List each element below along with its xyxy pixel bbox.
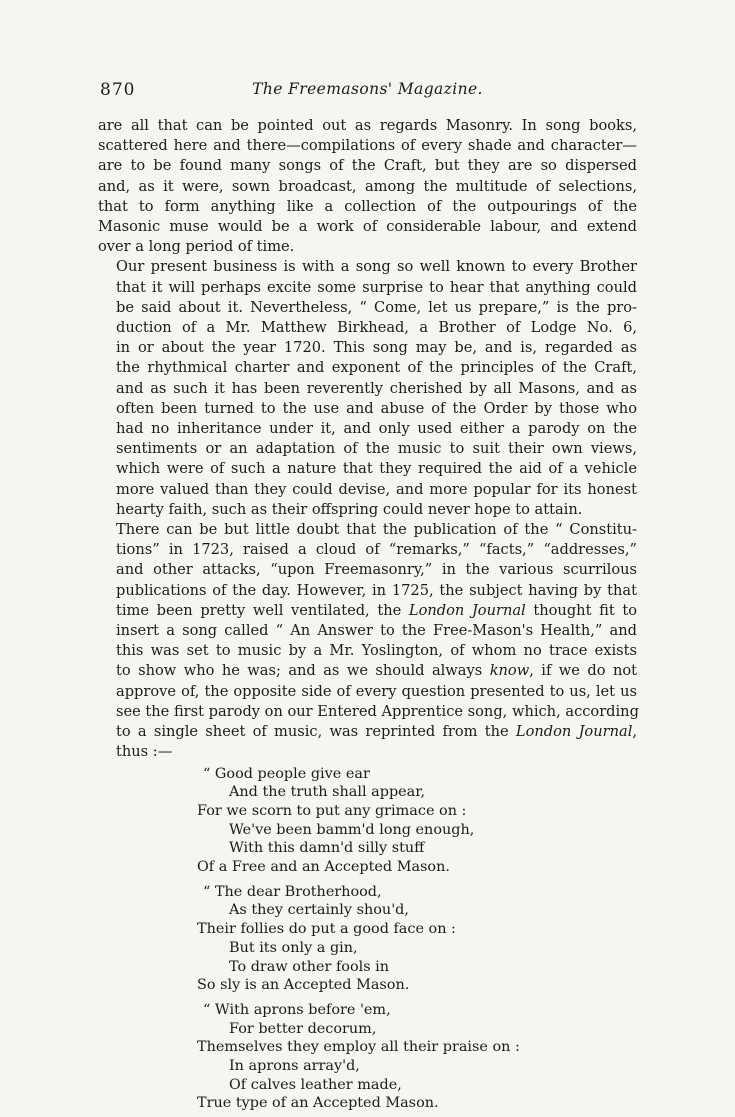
text-line: had no inheritance under it, and only used either a parody on the <box>116 420 637 438</box>
text-line: and other attacks, “upon Freemasonry,” in the various scurrilous <box>116 561 637 579</box>
verse-line: As they certainly shou'd, <box>229 902 409 919</box>
verse-line: Themselves they employ all their praise on : <box>197 1039 520 1056</box>
text-line: scattered here and there—compilations of every shade and character— <box>98 137 637 155</box>
text-line: to show who he was; and as we should always know, if we do not <box>116 662 637 680</box>
text-line: are to be found many songs of the Craft, but they are so dispersed <box>98 157 637 175</box>
verse-line: To draw other fools in <box>229 958 390 975</box>
text-line: and, as it were, sown broadcast, among the multitude of selections, <box>98 177 637 195</box>
verse-line: “ The dear Brotherhood, <box>203 883 382 900</box>
text-line: tions” in 1723, raised a cloud of “remarks,” “facts,” “addresses,” <box>116 541 637 559</box>
running-title: The Freemasons' Magazine. <box>252 80 483 98</box>
verse-line: Of calves leather made, <box>229 1076 402 1093</box>
verse-line: We've been bamm'd long enough, <box>229 821 475 838</box>
stanza-3 <box>197 1001 637 1113</box>
verse-line: In aprons array'd, <box>229 1058 360 1075</box>
text-line: this was set to music by a Mr. Yoslington, of whom no trace exists <box>116 642 637 660</box>
text-line: publications of the day. However, in 1725, the subject having by that <box>116 581 637 599</box>
text-line: are all that can be pointed out as regards Masonry. In song books, <box>98 117 637 134</box>
verse-line: Of a Free and an Accepted Mason. <box>197 859 450 876</box>
text-line: thus :— <box>116 743 173 761</box>
text-line: to a single sheet of music, was reprinted from the London Journal, <box>116 723 637 741</box>
text-line: and as such it has been reverently cherished by all Masons, and as <box>116 379 637 397</box>
verse-line: So sly is an Accepted Mason. <box>197 977 410 994</box>
text-line: duction of a Mr. Matthew Birkhead, a Brother of Lodge No. 6, <box>116 319 637 337</box>
text-line: in or about the year 1720. This song may be, and is, regarded as <box>116 339 637 357</box>
stanza-1 <box>197 765 637 877</box>
text-line: insert a song called “ An Answer to the Free-Mason's Health,” and <box>116 622 637 640</box>
text-line: approve of, the opposite side of every question presented to us, let us <box>116 682 637 700</box>
verse-line: Their follies do put a good face on : <box>197 921 456 938</box>
paragraph-3 <box>98 520 637 762</box>
text-line: Our present business is with a song so well known to every Brother <box>116 258 637 276</box>
verse-line: True type of an Accepted Mason. <box>197 1095 439 1112</box>
text-line: that it will perhaps excite some surprise to hear that anything could <box>116 278 637 296</box>
text-line: There can be but little doubt that the publication of the “ Constitu- <box>116 521 637 539</box>
page-number: 870 <box>100 80 136 100</box>
text-line: that to form anything like a collection of the outpourings of the <box>98 197 637 215</box>
paragraph-2 <box>98 257 637 520</box>
text-line: time been pretty well ventilated, the London Journal thought fit to <box>116 601 637 619</box>
verse-line: “ Good people give ear <box>203 765 370 782</box>
text-line: Masonic muse would be a work of considerable labour, and extend <box>98 218 637 236</box>
article-body <box>98 116 637 1113</box>
verse-line: “ With aprons before 'em, <box>203 1001 391 1018</box>
verse-block <box>197 765 637 1114</box>
text-line: hearty faith, such as their offspring could never hope to attain. <box>116 500 583 518</box>
verse-line: But its only a gin, <box>229 939 358 956</box>
text-line: sentiments or an adaptation of the music to suit their own views, <box>116 440 637 458</box>
verse-line: And the truth shall appear, <box>229 784 426 801</box>
verse-line: For we scorn to put any grimace on : <box>197 802 467 819</box>
text-line: the rhythmical charter and exponent of the principles of the Craft, <box>116 359 637 377</box>
text-line: often been turned to the use and abuse of the Order by those who <box>116 399 637 417</box>
stanza-2 <box>197 883 637 995</box>
verse-line: For better decorum, <box>229 1020 377 1037</box>
text-line: which were of such a nature that they required the aid of a vehicle <box>116 460 637 478</box>
text-line: be said about it. Nevertheless, “ Come, let us prepare,” is the pro- <box>116 298 637 316</box>
text-line: more valued than they could devise, and more popular for its honest <box>116 480 637 498</box>
text-line: see the first parody on our Entered Apprentice song, which, according <box>116 702 639 720</box>
text-line: over a long period of time. <box>98 238 295 256</box>
paragraph-1 <box>98 116 637 257</box>
page-header <box>98 80 637 108</box>
verse-line: With this damn'd silly stuff <box>229 840 425 857</box>
